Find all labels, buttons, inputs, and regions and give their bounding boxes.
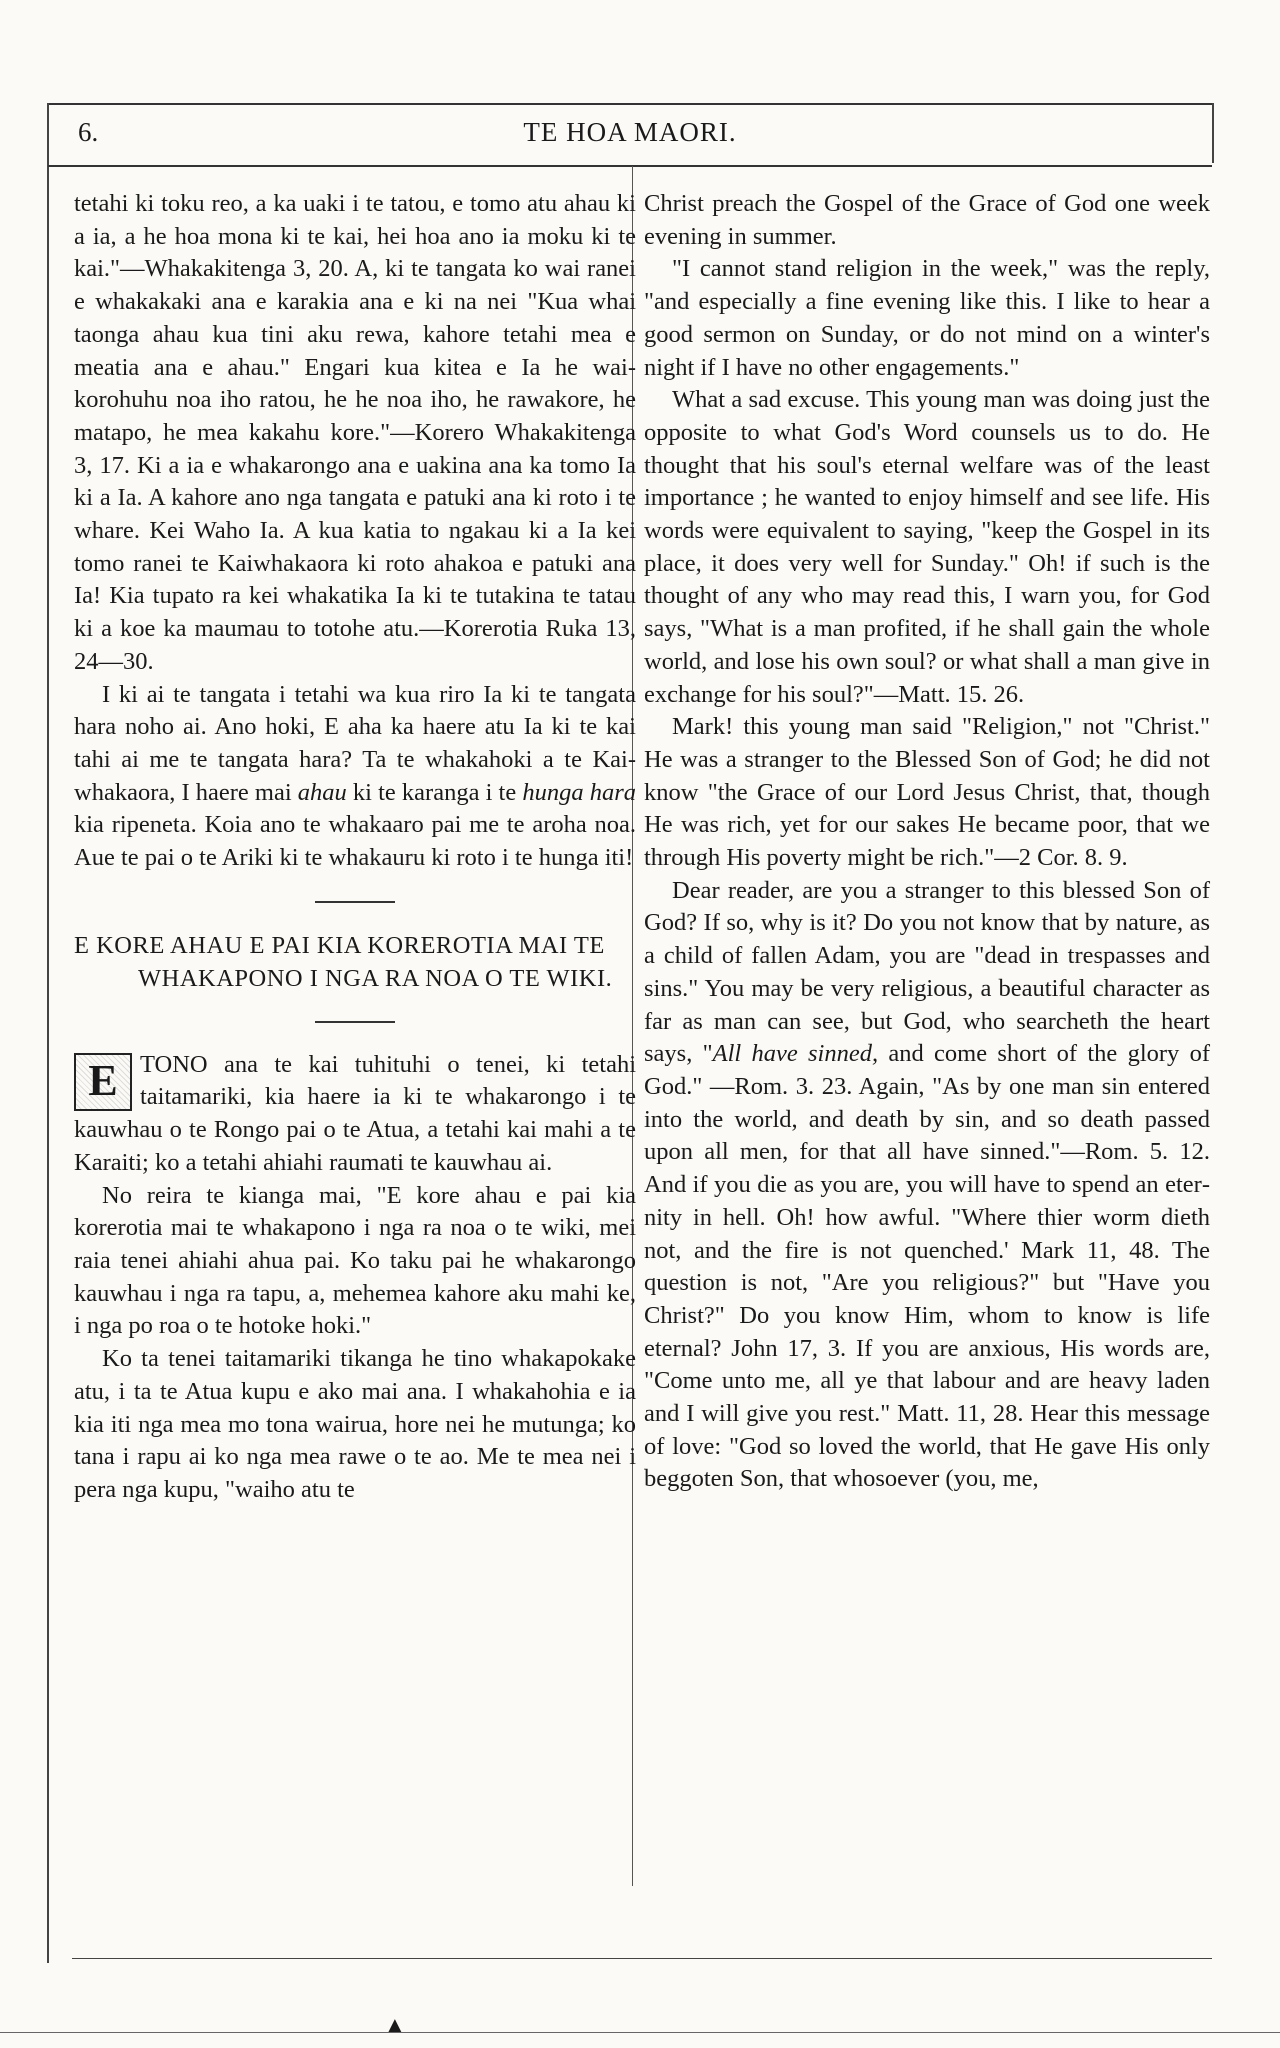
- emphasis-ahau: ahau: [297, 778, 347, 806]
- right-paragraph-4: Mark! this young man said "Religion," not "Christ." He was a stranger to the Blessed Son of God; he did not know "the Grace of our Lord Jesus Christ, that, though He was rich, yet for our sakes He became poor, that we through His poverty might be rich."—2 Cor. 8. 9.: [644, 713, 1210, 872]
- right-paragraph-3: What a sad excuse. This young man was doing just the opposite to what God's Word counsels us to do. He thought that his soul's eternal welfare was of the least importance ; he wanted to enjoy himself and see life. His words were equivalent to saying, "keep the Gospel in its place, it does very well for Sunday." Oh! if such is the thought of any who may read this, I warn you, for God says, "What is a man profited, if he shall gain the whole world, and lose his own soul? or what shall a man give in exchange for his soul?"—Matt. 15. 26.: [644, 386, 1210, 708]
- page-frame-right: [1212, 103, 1214, 163]
- running-header: [48, 103, 1212, 167]
- left-paragraph-5: Ko ta tenei taitamariki tikanga he tino whakapokake atu, i ta te Atua kupu e ako mai ana. I whakahohia e ia kia iti nga mea mo tona wairua, hore nei he mutunga; ko tana i rapu ai ko nga mea rawe o te ao. Me te mea nei i pera nga kupu, "waiho atu te: [74, 1345, 636, 1503]
- footer-rule: [0, 2032, 1280, 2033]
- right-paragraph-2: "I cannot stand religion in the week," was the reply, "and especially a fine evening like this. I like to hear a good sermon on Sunday, or do not mind on a winter's night if I have no other engagements.": [644, 255, 1210, 381]
- emphasis-all-have-sinned: All have sinned,: [712, 1040, 879, 1068]
- right-column: [644, 188, 1210, 1496]
- left-column: [74, 188, 636, 1507]
- running-title: TE HOA MAORI.: [523, 117, 737, 147]
- page-frame-left: [47, 103, 49, 1963]
- section-separator: [315, 901, 395, 903]
- drop-cap-letter: E: [74, 1053, 132, 1111]
- page-number: 6.: [78, 117, 99, 147]
- heading-separator: [315, 1021, 395, 1023]
- left-paragraph-4: No reira te kianga mai, "E kore ahau e pai kia korerotia mai te whakapono i nga ra noa o te wiki, mei raia tenei ahiahi ahua pai. Ko taku pai he whakarongo kauwhau i nga ra tapu, a, mehemea kahore aku mahi ke, i nga po roa o te hotoke hoki.": [74, 1181, 636, 1340]
- left-paragraph-1: tetahi ki toku reo, a ka uaki i te tatou, e tomo atu ahau ki a ia, a he hoa mona ki te kai, hei hoa ano ia moku ki te kai."—Whakakitenga 3, 20. A, ki te tangata ko wai ranei e whakakaki ana e karakia ana e ki na nei "Kua whai taonga ahau kua tini aku rewa, kahore tetahi mea e meatia ana e ahau." Engari kua kitea e Ia he waikorohuhu noa iho ratou, he he noa iho, he rawakore, he matapo, he mea kakahu kore."—Korero Whakakitenga 3, 17. Ki a ia e whakarongo ana e uakina ana ka tomo Ia ki a Ia. A kahore ano nga tangata e patuki ana ki roto i te whare. Kei Waho Ia. A kua katia to ngakau ki a Ia kei tomo ranei te Kaiwhakaora ki roto ahakoa e patuki ana Ia! Kia tupato ra kei whakatika Ia ki te tutakina te tatau ki a koe ka maumau to totohe atu.—Korerotia Ruka 13, 24—30.: [74, 190, 636, 675]
- right-paragraph-5: Dear reader, are you a stranger to this blessed Son of God? If so, why is it? Do you not know that by nature, as a child of fallen Adam, you are "dead in trespasses and sins." You may be very religious, a beautiful character as far as man can see, but God, who searcheth the heart says, "All have sinned, and come short of the glory of God." —Rom. 3. 23. Again, "As by one man sin entered into the world, and death by sin, and so death passed upon all men, for that all have sinned."—Rom. 5. 12. And if you die as you are, you will have to spend an eternity in hell. Oh! how awful. "Where thier worm dieth not, and the fire is not quenched.' Mark 11, 48. The question is not, "Are you religious?" but "Have you Christ?" Do you know Him, whom to know is life eternal? John 17, 3. If you are anxious, His words are, "Come unto me, all ye that labour and are heavy laden and I will give you rest." Matt. 11, 28. Hear this message of love: "God so loved the world, that He gave His only beggoten Son, that whosoever (you, me,: [644, 876, 1210, 1493]
- article-heading: E KORE AHAU E PAI KIA KOREROTIA MAI TE WHAKAPONO I NGA RA NOA O TE WIKI.: [74, 931, 613, 992]
- left-paragraph-3: E TONO ana te kai tuhituhi o tenei, ki tetahi taitamariki, kia haere ia ki te whakarongo i te kauwhau o te Rongo pai o te Atua, a tetahi kai mahi a te Karaiti; ko a tetahi ahiahi raumati te kauwhau ai.: [74, 1050, 636, 1176]
- left-paragraph-2: I ki ai te tangata i tetahi wa kua riro Ia ki te tangata hara noho ai. Ano hoki, E aha ka haere atu Ia ki te kai tahi ai me te tangata hara? Ta te whakahoki a te Kaiwhakaora, I haere mai ahau ki te karanga i te hunga hara kia ripeneta. Koia ano te whakaaro pai me te aroha noa. Aue te pai o te Ariki ki te whakauru ki roto i te hunga iti!: [74, 680, 636, 872]
- right-paragraph-1: Christ preach the Gospel of the Grace of God one week evening in summer.: [644, 190, 1210, 250]
- emphasis-hunga-hara: hunga hara: [522, 778, 636, 806]
- bottom-rule: [72, 1958, 1212, 1959]
- footer-ornament-icon: ▲: [384, 2012, 406, 2037]
